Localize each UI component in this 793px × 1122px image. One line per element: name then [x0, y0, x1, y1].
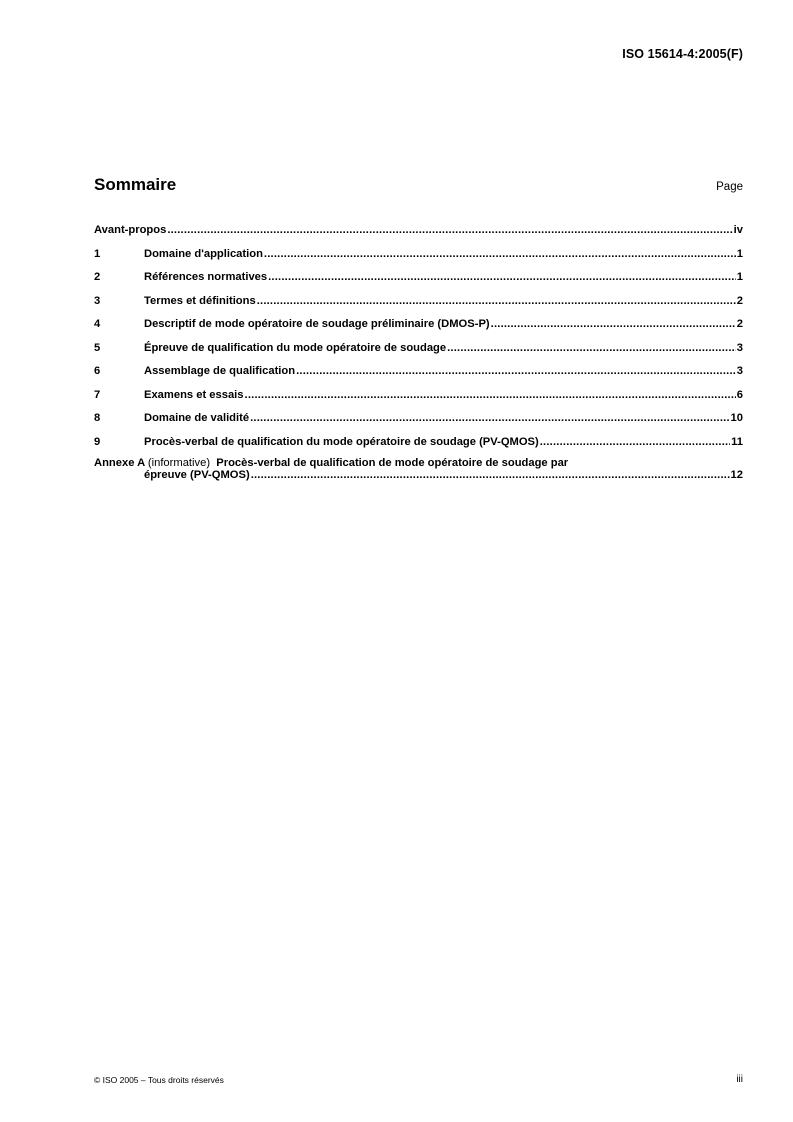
dot-leader	[268, 271, 736, 283]
toc-entry-title: Procès-verbal de qualification du mode opératoire de soudage (PV-QMOS)	[144, 435, 539, 448]
toc-entry-number: 5	[94, 341, 101, 354]
toc-entry-page: 3	[736, 341, 743, 354]
dot-leader	[250, 412, 729, 424]
toc-entry-number: 1	[94, 247, 101, 260]
toc-entry-title: Domaine d'application	[144, 247, 263, 260]
dot-leader	[491, 318, 736, 330]
annex-first-line	[94, 457, 743, 469]
toc-entry-avant-propos[interactable]	[94, 224, 743, 248]
footer-page-number: iii	[736, 1074, 743, 1085]
toc-entry-title: Épreuve de qualification du mode opératoire de soudage	[144, 341, 447, 354]
toc-entry-4[interactable]	[94, 318, 743, 342]
toc-entry-number: 2	[94, 271, 101, 283]
toc-entry-1[interactable]	[94, 248, 743, 272]
document-identifier: ISO 15614-4:2005(F)	[622, 47, 743, 61]
dot-leader	[264, 248, 736, 260]
toc-entry-title: Références normatives	[144, 271, 268, 283]
dot-leader	[167, 224, 732, 236]
dot-leader	[540, 436, 730, 448]
toc-title: Sommaire	[94, 175, 177, 194]
dot-leader	[447, 342, 736, 354]
toc-entry-number: 8	[94, 412, 101, 424]
toc-entry-8[interactable]	[94, 412, 743, 436]
table-of-contents	[94, 224, 743, 481]
annex-title-line1: Procès-verbal de qualification de mode opératoire de soudage par	[216, 457, 569, 469]
toc-entry-number: 3	[94, 294, 101, 307]
annex-second-line	[94, 469, 743, 481]
toc-entry-page: 3	[736, 365, 743, 377]
toc-entry-7[interactable]	[94, 389, 743, 413]
toc-entry-page: 10	[730, 412, 743, 424]
toc-entry-page: iv	[733, 224, 743, 236]
toc-entry-page: 1	[736, 247, 743, 260]
toc-entry-9[interactable]	[94, 436, 743, 460]
toc-entry-annex-a[interactable]	[94, 457, 743, 481]
toc-entry-page: 2	[736, 294, 743, 307]
toc-page-column-label: Page	[716, 181, 743, 193]
toc-entry-page: 1	[736, 271, 743, 283]
annex-qualifier: (informative)	[147, 457, 211, 469]
toc-entry-6[interactable]	[94, 365, 743, 389]
toc-entry-page: 6	[736, 388, 743, 401]
dot-leader	[245, 389, 736, 401]
toc-entry-title: Termes et définitions	[144, 294, 256, 307]
annex-label-text: Annexe A	[94, 457, 145, 469]
toc-entry-number: 9	[94, 435, 101, 448]
toc-entry-number: 4	[94, 318, 101, 330]
footer-copyright: © ISO 2005 – Tous droits réservés	[94, 1075, 224, 1085]
dot-leader	[296, 365, 736, 377]
annex-label	[94, 457, 210, 469]
toc-entry-5[interactable]	[94, 342, 743, 366]
toc-entry-page: 2	[736, 318, 743, 330]
toc-entry-title: Descriptif de mode opératoire de soudage préliminaire (DMOS-P)	[144, 318, 490, 330]
toc-entry-page: 11	[731, 435, 743, 448]
toc-entry-title: Examens et essais	[144, 388, 244, 401]
toc-entry-title: Avant-propos	[94, 224, 167, 236]
toc-entry-3[interactable]	[94, 295, 743, 319]
toc-entry-title: Assemblage de qualification	[144, 365, 296, 377]
toc-entry-2[interactable]	[94, 271, 743, 295]
toc-entry-page: 12	[730, 469, 743, 481]
toc-entry-number: 6	[94, 365, 101, 377]
dot-leader	[251, 469, 730, 481]
toc-entry-title: Domaine de validité	[144, 412, 250, 424]
dot-leader	[257, 295, 736, 307]
annex-title-line2: épreuve (PV-QMOS)	[144, 469, 250, 481]
toc-entry-number: 7	[94, 388, 101, 401]
